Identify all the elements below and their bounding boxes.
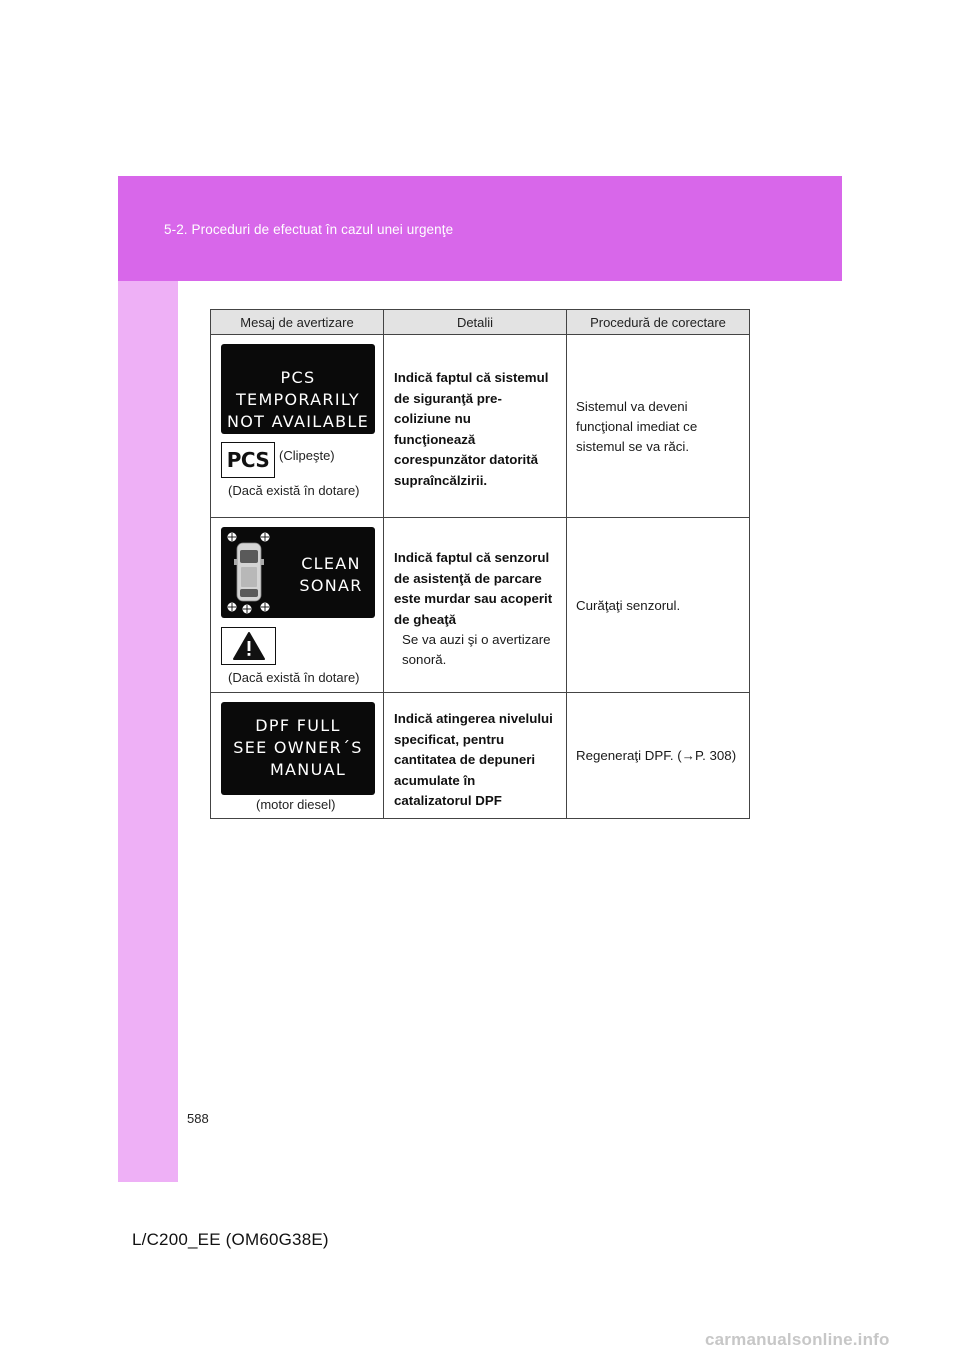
display-line: PCS TEMPORARILY <box>235 368 361 409</box>
warning-triangle-icon <box>232 631 266 661</box>
vehicle-top-view-icon <box>221 527 291 618</box>
procedure-line: Curăţaţi senzorul. <box>576 598 681 613</box>
procedure-cell <box>567 518 749 692</box>
details-line: specificat, pentru <box>394 731 505 747</box>
page-number: 588 <box>187 1111 209 1126</box>
column-header-details: Detalii <box>384 310 567 334</box>
table-header <box>211 310 749 335</box>
details-line: corespunzător datorită <box>394 452 539 467</box>
display-line: DPF FULL <box>255 716 341 735</box>
warning-message-cell <box>211 518 384 692</box>
availability-note: (Dacă există în dotare) <box>228 670 360 685</box>
pcs-indicator-icon: PCS <box>221 442 275 478</box>
procedure-cell <box>567 335 749 517</box>
display-line: SEE OWNER´S <box>233 738 363 757</box>
column-header-warning-message: Mesaj de avertizare <box>211 310 384 334</box>
procedure-text <box>576 746 736 766</box>
display-text <box>291 553 371 597</box>
display-line: CLEAN <box>301 554 361 573</box>
display-line: MANUAL <box>269 760 347 779</box>
details-line: Se va auzi şi o avertizare <box>402 632 551 647</box>
details-text <box>394 368 548 491</box>
warning-message-cell <box>211 335 384 517</box>
details-cell <box>384 335 567 517</box>
details-line: de siguranţă pre- <box>394 390 502 406</box>
details-line: catalizatorul DPF <box>394 793 502 808</box>
procedure-text <box>576 596 680 616</box>
warning-indicator <box>221 627 276 665</box>
watermark: carmanualsonline.info <box>705 1330 890 1349</box>
details-line: acumulate în <box>394 772 476 788</box>
procedure-line: sistemul se va răci. <box>576 439 690 454</box>
details-cell <box>384 518 567 692</box>
section-title: 5-2. Proceduri de efectuat în cazul unei urgenţe <box>164 222 454 237</box>
details-text <box>394 548 552 670</box>
column-header-procedure: Procedură de corectare <box>590 314 726 330</box>
table-row <box>211 693 749 818</box>
display-line: NOT AVAILABLE <box>226 412 370 431</box>
details-line: este murdar sau acoperit <box>394 591 553 606</box>
procedure-cell <box>567 693 749 818</box>
details-line: supraîncălzirii. <box>394 472 488 488</box>
display-screen <box>221 527 375 618</box>
details-line: de asistenţă de parcare <box>394 570 542 586</box>
details-line: Indică atingerea nivelului <box>394 711 553 726</box>
display-line: SONAR <box>299 576 363 595</box>
details-line: cantitatea de depuneri <box>394 752 536 767</box>
side-band <box>118 281 178 1182</box>
details-line: Indică faptul că senzorul <box>394 550 550 565</box>
indicator-note: (Clipeşte) <box>279 448 335 463</box>
procedure-line: Sistemul va deveni <box>576 399 688 414</box>
details-line: de gheaţă <box>394 611 457 627</box>
warning-message-cell <box>211 693 384 818</box>
availability-note: (motor diesel) <box>256 797 336 812</box>
procedure-text <box>576 397 697 457</box>
warning-messages-table <box>210 309 750 819</box>
display-screen <box>221 702 375 795</box>
availability-note: (Dacă există în dotare) <box>228 483 360 498</box>
document-code: L/C200_EE (OM60G38E) <box>132 1230 329 1249</box>
details-line: funcţionează <box>394 431 476 447</box>
procedure-line: Regeneraţi DPF. (→P. 308) <box>576 748 737 763</box>
details-line: Indică faptul că sistemul <box>394 370 549 385</box>
display-screen <box>221 344 375 434</box>
table-row <box>211 335 749 518</box>
details-cell <box>384 693 567 818</box>
procedure-line: funcţional imediat ce <box>576 419 698 434</box>
details-line: coliziune nu <box>394 411 471 426</box>
details-line: sonoră. <box>402 652 447 667</box>
table-row <box>211 518 749 693</box>
details-text <box>394 709 553 812</box>
